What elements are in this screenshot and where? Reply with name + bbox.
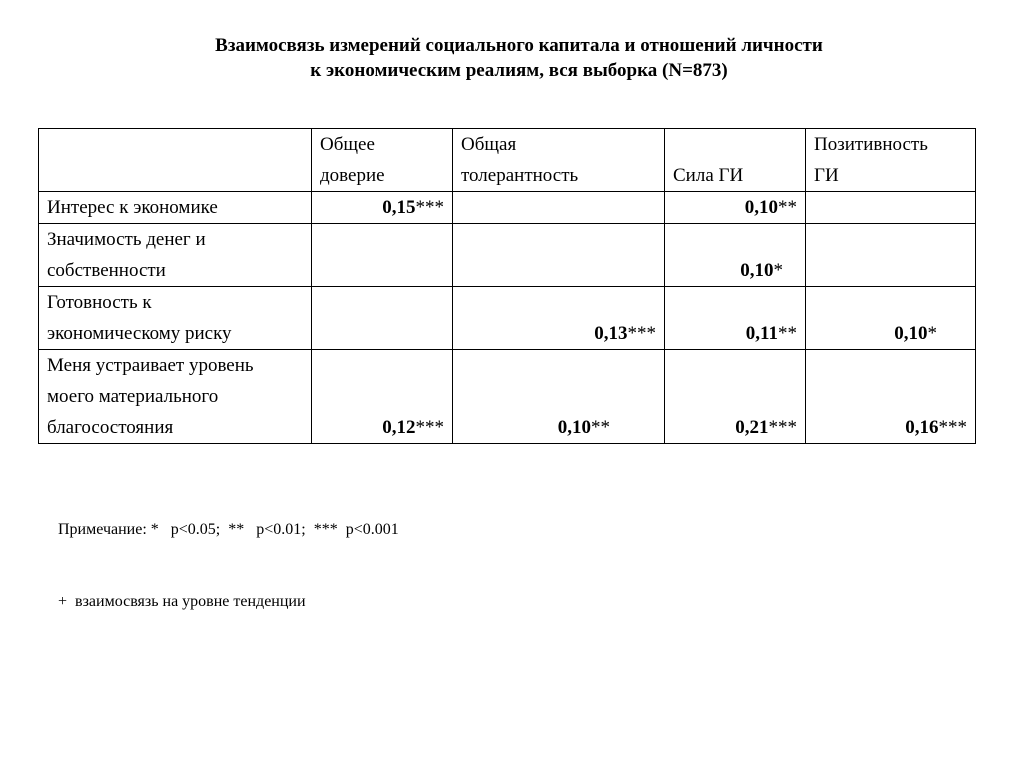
table-cell: 0,15*** [312,192,453,224]
table-cell [453,224,665,287]
table-cell: 0,16*** [806,350,976,444]
table-cell: 0,10* [665,224,806,287]
table-cell [312,224,453,287]
table-cell [806,192,976,224]
title-line-1: Взаимосвязь измерений социального капитала и отношений личности [215,35,823,56]
note-line-2: + взаимосвязь на уровне тенденции [58,593,306,610]
header-general-trust: Общее доверие [312,129,453,192]
table-header-row [39,129,976,192]
title-line-2: к экономическим реалиям, вся выборка (N=873) [310,60,728,81]
row-label: Меня устраивает уровень моего материального благосостояния [39,350,312,444]
table-cell: 0,21*** [665,350,806,444]
table-cell: 0,13*** [453,287,665,350]
table-row [39,224,976,287]
row-label: Интерес к экономике [39,192,312,224]
header-gi-strength: Сила ГИ [665,129,806,192]
table-cell: 0,11** [665,287,806,350]
header-general-tolerance: Общая толерантность [453,129,665,192]
table-row [39,287,976,350]
correlation-table [38,128,976,444]
header-gi-positivity: Позитивность ГИ [806,129,976,192]
header-cell-empty [39,129,312,192]
table-cell: 0,12*** [312,350,453,444]
table-title [0,33,1024,83]
note-line-1: Примечание: * p<0.05; ** p<0.01; *** p<0.001 [58,521,399,538]
row-label: Значимость денег и собственности [39,224,312,287]
table-cell [312,287,453,350]
table-cell: 0,10* [806,287,976,350]
table-note [58,470,399,638]
table-cell: 0,10** [665,192,806,224]
table-cell [453,192,665,224]
table-row [39,192,976,224]
table-row [39,350,976,444]
table-cell [806,224,976,287]
row-label: Готовность к экономическому риску [39,287,312,350]
table-cell: 0,10** [453,350,665,444]
